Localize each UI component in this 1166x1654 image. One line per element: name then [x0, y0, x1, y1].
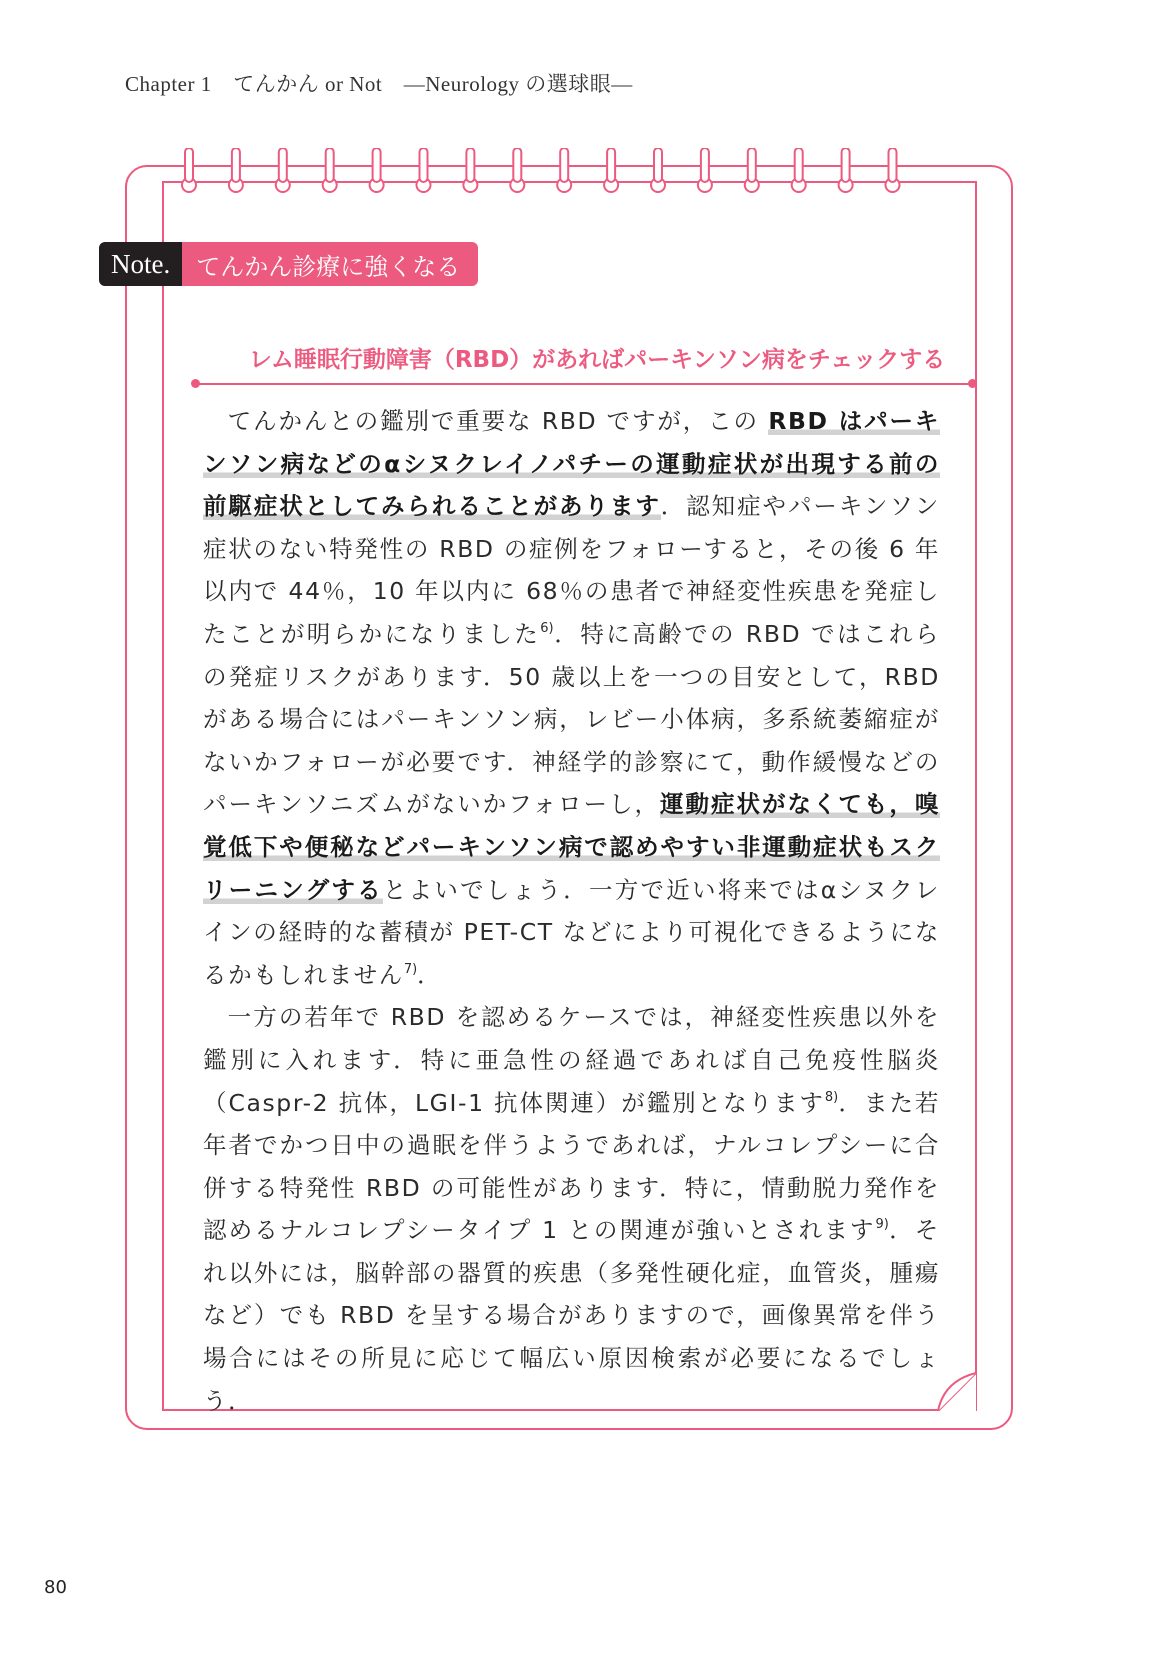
- binding-ring: [745, 148, 759, 192]
- paragraph-1-text-4: とよいでしょう．一方で近い将来ではαシヌクレインの経時的な蓄積が PET-CT などにより可視化できるようになるかもしれません: [203, 875, 940, 989]
- binding-ring: [604, 148, 618, 192]
- binding-ring: [323, 148, 337, 192]
- binding-ring: [651, 148, 665, 192]
- binding-ring: [698, 148, 712, 192]
- binding-ring: [182, 148, 196, 192]
- spiral-binding-rings: [0, 148, 1166, 208]
- binding-ring: [886, 148, 900, 192]
- binding-ring: [229, 148, 243, 192]
- binding-ring: [370, 148, 384, 192]
- section-heading: レム睡眠行動障害（RBD）があればパーキンソン病をチェックする: [248, 347, 946, 373]
- paragraph-1-text-3: ．特に高齢での RBD ではこれらの発症リスクがあります．50 歳以上を一つの目安として，RBD がある場合にはパーキンソン病，レビー小体病，多系統萎縮症がないかフォローが必要です．神経学的診察にて，動作緩慢などのパーキンソニズムがないかフォローし，: [203, 619, 940, 819]
- reference-9: 9): [875, 1217, 889, 1233]
- binding-ring: [276, 148, 290, 192]
- paragraph-2-text-2: ．また若年者でかつ日中の過眠を伴うようであれば，ナルコレプシーに合併する特発性 RBD の可能性があります．特に，情動脱力発作を認めるナルコレプシータイプ 1 との関連が強いとされます: [203, 1088, 940, 1245]
- binding-ring: [417, 148, 431, 192]
- reference-7: 7): [403, 961, 418, 977]
- heading-rule-dot-left: [191, 379, 200, 388]
- binding-ring: [792, 148, 806, 192]
- binding-ring: [557, 148, 571, 192]
- paragraph-1-text-5: ．: [417, 960, 443, 989]
- page-curl-icon: [936, 1371, 976, 1411]
- running-head: Chapter 1 てんかん or Not ―Neurology の選球眼―: [125, 72, 633, 96]
- highlight-prodromal: RBD はパーキンソン病などのαシヌクレイノパチーの運動症状が出現する前の前駆症状としてみられることがあります: [203, 407, 941, 521]
- binding-ring: [463, 148, 477, 192]
- paragraph-1-text-1: てんかんとの鑑別で重要な RBD ですが，この: [227, 407, 769, 435]
- reference-8: 8): [824, 1089, 839, 1105]
- paragraph-2-text-3: ．それ以外には，脳幹部の器質的疾患（多発性硬化症，血管炎，腫瘍など）でも RBD を呈する場合がありますので，画像異常を伴う場合にはその所見に応じて幅広い原因検索が必要になるでしょう．: [203, 1216, 941, 1415]
- paragraph-2-text-1: 一方の若年で RBD を認めるケースでは，神経変性疾患以外を鑑別に入れます．特に亜急性の経過であれば自己免疫性脳炎（Caspr-2 抗体，LGI-1 抗体関連）が鑑別となります: [203, 1003, 940, 1117]
- binding-ring: [839, 148, 853, 192]
- binding-ring: [510, 148, 524, 192]
- highlight-nonmotor-screening: 運動症状がなくても，嗅覚低下や便秘などパーキンソン病で認めやすい非運動症状もスクリーニングする: [203, 790, 941, 904]
- heading-rule-dot-right: [968, 379, 977, 388]
- page-number: 80: [44, 1577, 67, 1598]
- note-label: [99, 242, 478, 286]
- note-tag: Note.: [99, 242, 182, 286]
- paragraph-2: [203, 996, 940, 1422]
- paragraph-1-text-2: ．認知症やパーキンソン症状のない特発性の RBD の症例をフォローすると，その後 6 年以内で 44％，10 年以内に 68％の患者で神経変性疾患を発症したことが明らかになりました: [203, 492, 940, 648]
- note-title: てんかん診療に強くなる: [182, 242, 478, 286]
- note-body: [203, 400, 940, 1422]
- reference-6: 6): [540, 620, 554, 636]
- paragraph-1: [203, 400, 940, 996]
- heading-rule: [195, 383, 972, 385]
